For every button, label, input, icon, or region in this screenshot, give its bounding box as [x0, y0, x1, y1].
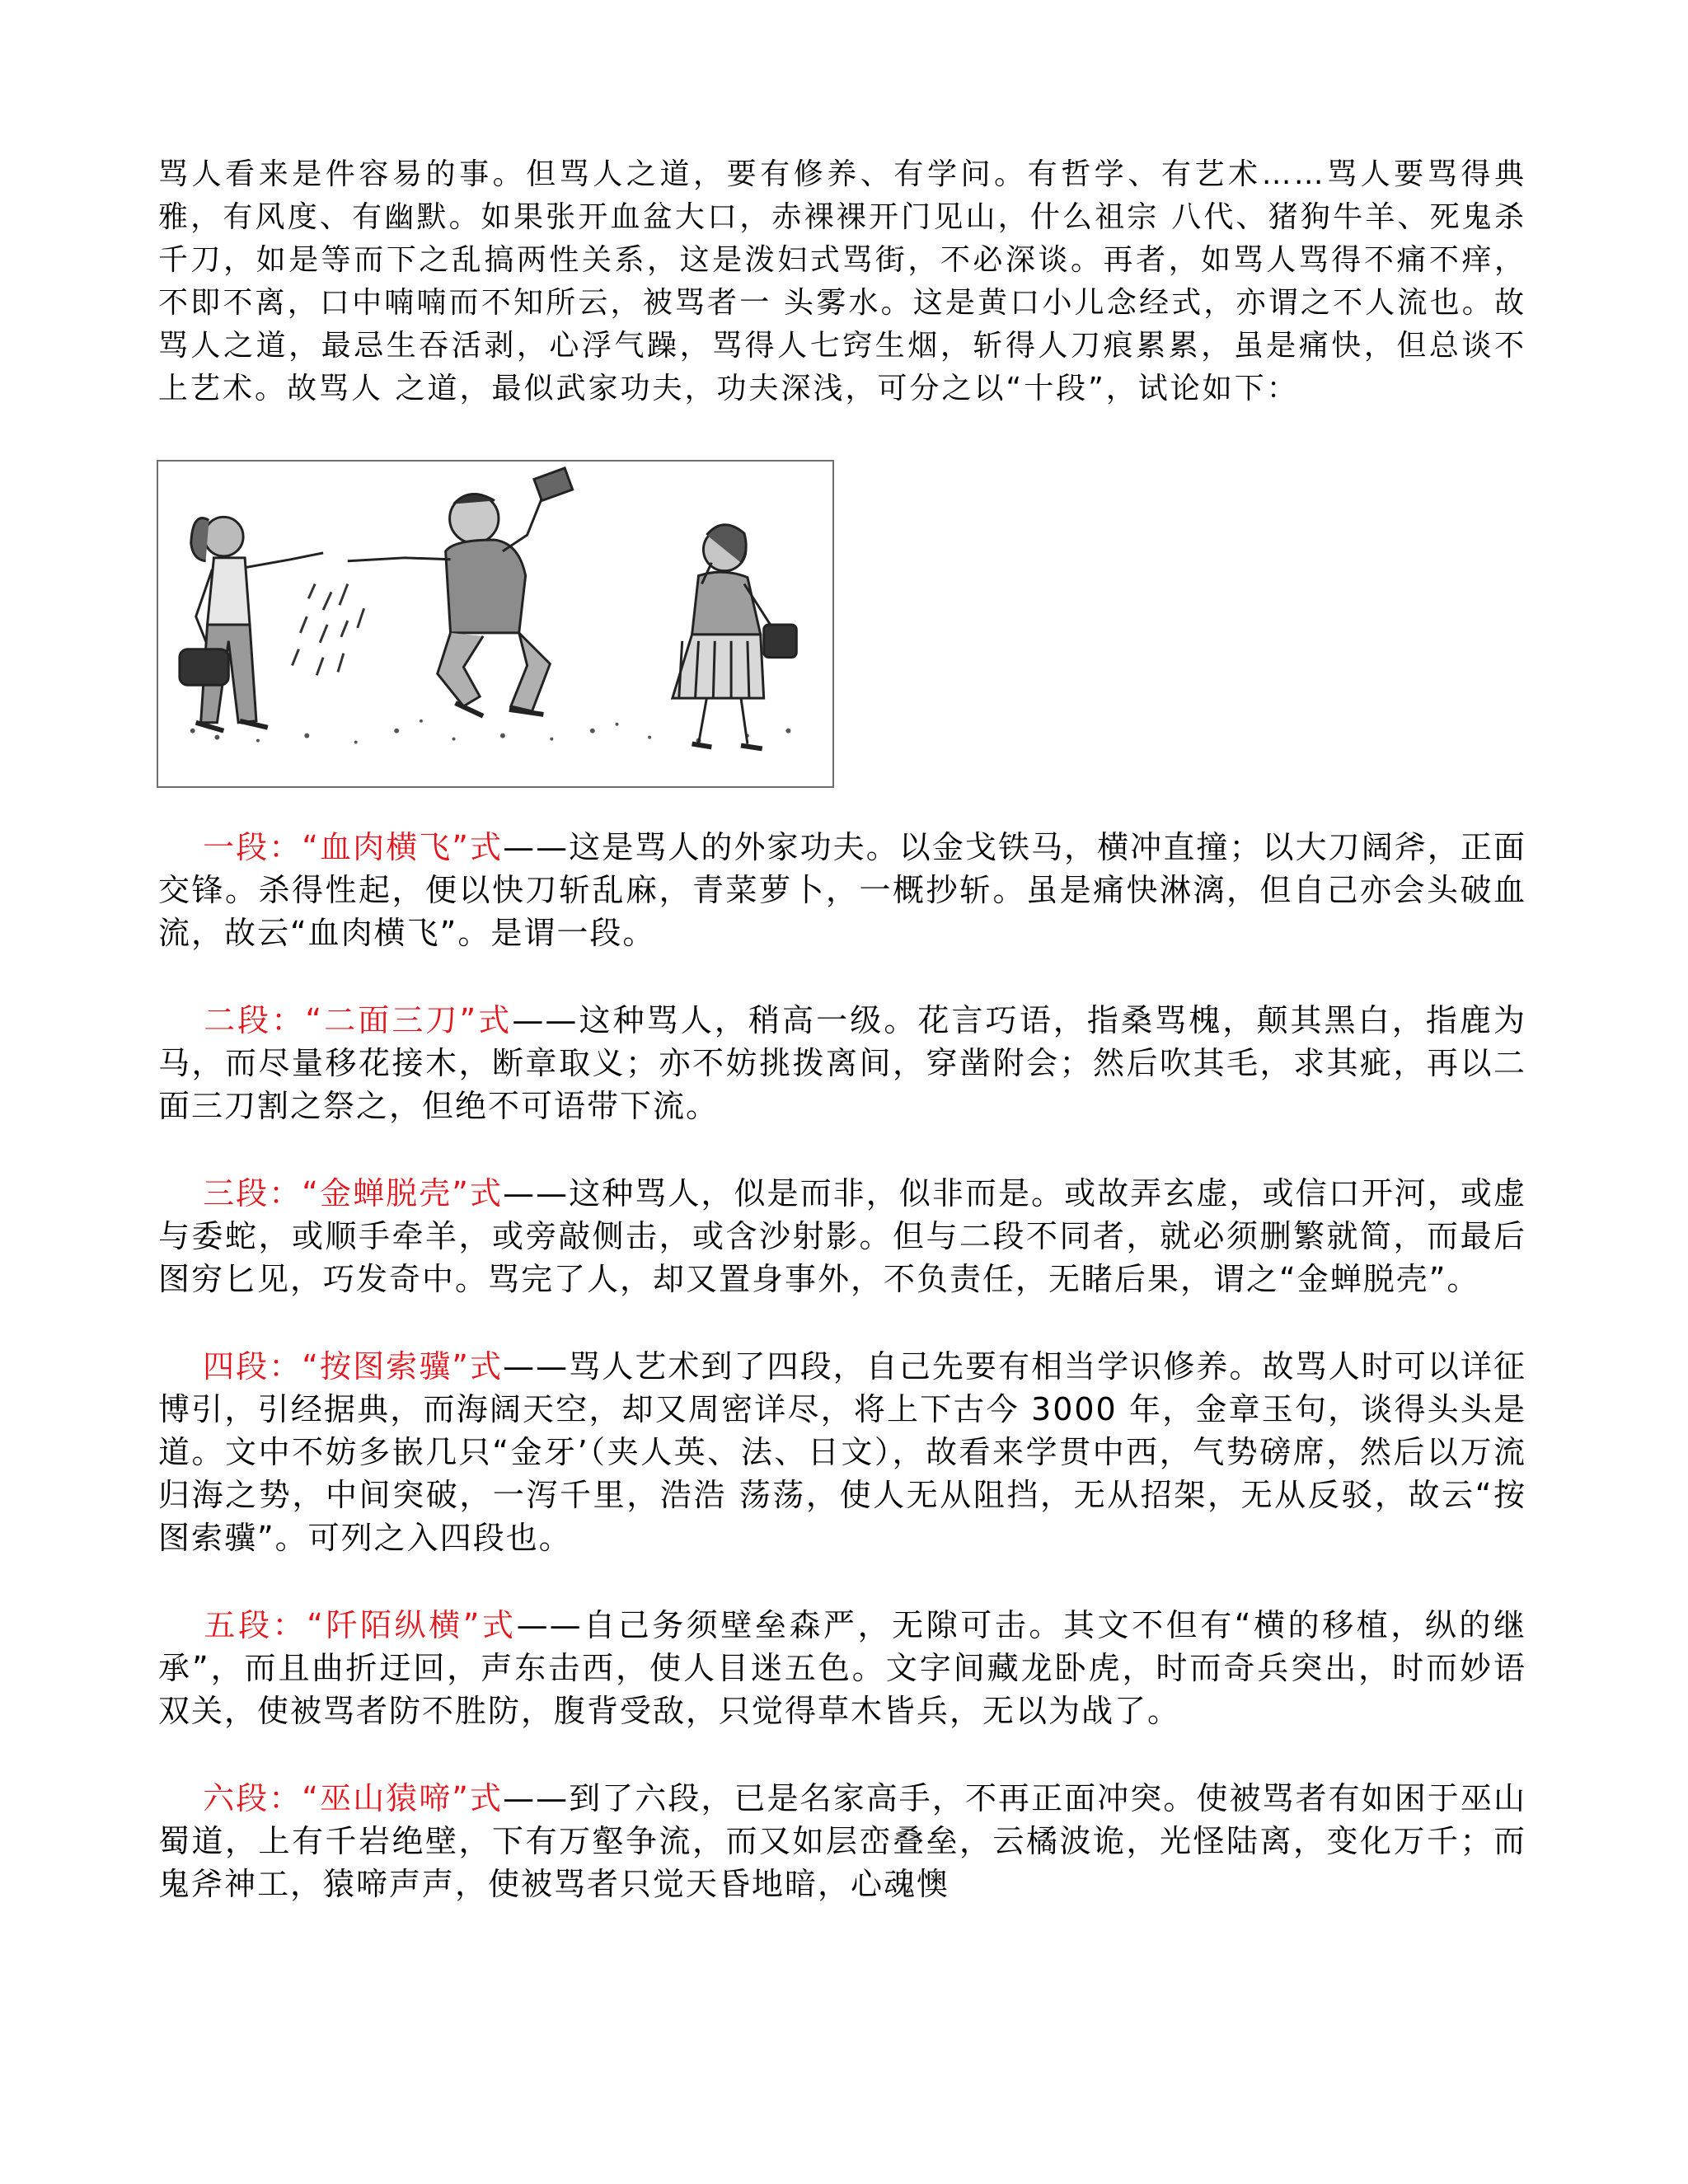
intro-paragraph: 骂人看来是件容易的事。但骂人之道，要有修养、有学问。有哲学、有艺术……骂人要骂得典雅，有风度、有幽默。如果张开血盆大口，赤裸裸开门见山，什么祖宗 八代、猪狗牛羊、死鬼杀千刀，如是等而下之乱搞两性关系，这是泼妇式骂街，不必深谈。再者，如骂人骂得不痛不痒，不即不离，口中喃喃而不知所云，被骂者一 头雾水。这是黄口小儿念经式，亦谓之不人流也。故骂人之道，最忌生吞活剥，心浮气躁，骂得人七窍生烟，斩得人刀痕累累，虽是痛快，但总谈不上艺术。故骂人 之道，最似武家功夫，功夫深浅，可分之以“十段”，试论如下： — [158, 157, 1526, 405]
section-5-title: 五段：“阡陌纵横”式 — [203, 1607, 517, 1643]
section-1-title: 一段：“血肉横飞”式 — [203, 829, 504, 865]
section-1 — [158, 826, 1526, 954]
section-4-body: ——骂人艺术到了四段，自己先要有相当学识修养。故骂人时可以详征博引，引经据典，而海阔天空，却又周密详尽，将上下古今 3000 年，金章玉句，谈得头头是道。文中不妨多嵌几只“金牙’（夹人英、法、日文），故看来学贯中西，气势磅席，然后以万流归海之势，中间突破，一泻千里，浩浩 荡荡，使人无从阻挡，无从招架，无从反驳，故云“按图索骥”。可列之入四段也。 — [158, 1348, 1526, 1556]
section-5 — [158, 1604, 1526, 1732]
section-3-body: ——这种骂人，似是而非，似非而是。或故弄玄虚，或信口开河，或虚与委蛇，或顺手牵羊，或旁敲侧击，或含沙射影。但与二段不同者，就必须删繁就简，而最后图穷匕见，巧发奇中。骂完了人，却又置身事外，不负责任，无睹后果，谓之“金蝉脱壳”。 — [158, 1175, 1526, 1297]
section-2-title: 二段：“二面三刀”式 — [203, 1002, 513, 1038]
cartoon-illustration — [157, 460, 834, 788]
section-6-title: 六段：“巫山猿啼”式 — [203, 1780, 504, 1816]
section-2-body: ——这种骂人，稍高一级。花言巧语，指桑骂槐，颠其黑白，指鹿为马，而尽量移花接木，断章取义；亦不妨挑拨离间，穿凿附会；然后吹其毛，求其疵，再以二面三刀割之祭之，但绝不可语带下流。 — [158, 1002, 1527, 1124]
section-6-body: ——到了六段，已是名家高手，不再正面冲突。使被骂者有如困于巫山蜀道，上有千岩绝壁，下有万壑争流，而又如层峦叠垒，云橘波诡，光怪陆离，变化万千；而鬼斧神工，猿啼声声，使被骂者只觉天昏地暗，心魂懊 — [158, 1780, 1526, 1902]
section-5-body: ——自己务须壁垒森严，无隙可击。其文不但有“横的移植，纵的继承”，而且曲折迂回，声东击西，使人目迷五色。文字间藏龙卧虎，时而奇兵突出，时而妙语双关，使被骂者防不胜防，腹背受敌，只觉得草木皆兵，无以为战了。 — [158, 1607, 1526, 1729]
section-4-title: 四段：“按图索骥”式 — [203, 1348, 504, 1385]
section-4 — [158, 1345, 1526, 1559]
section-2 — [158, 999, 1526, 1127]
section-list — [158, 826, 1526, 1950]
argument-cartoon-image — [158, 462, 832, 786]
section-1-body: ——这是骂人的外家功夫。以金戈铁马，横冲直撞；以大刀阔斧，正面交锋。杀得性起，便以快刀斩乱麻，青菜萝卜，一概抄斩。虽是痛快淋漓，但自己亦会头破血流，故云“血肉横飞”。是谓一段。 — [158, 829, 1526, 951]
section-3 — [158, 1172, 1526, 1301]
section-6 — [158, 1777, 1526, 1905]
section-3-title: 三段：“金蝉脱壳”式 — [203, 1175, 504, 1212]
